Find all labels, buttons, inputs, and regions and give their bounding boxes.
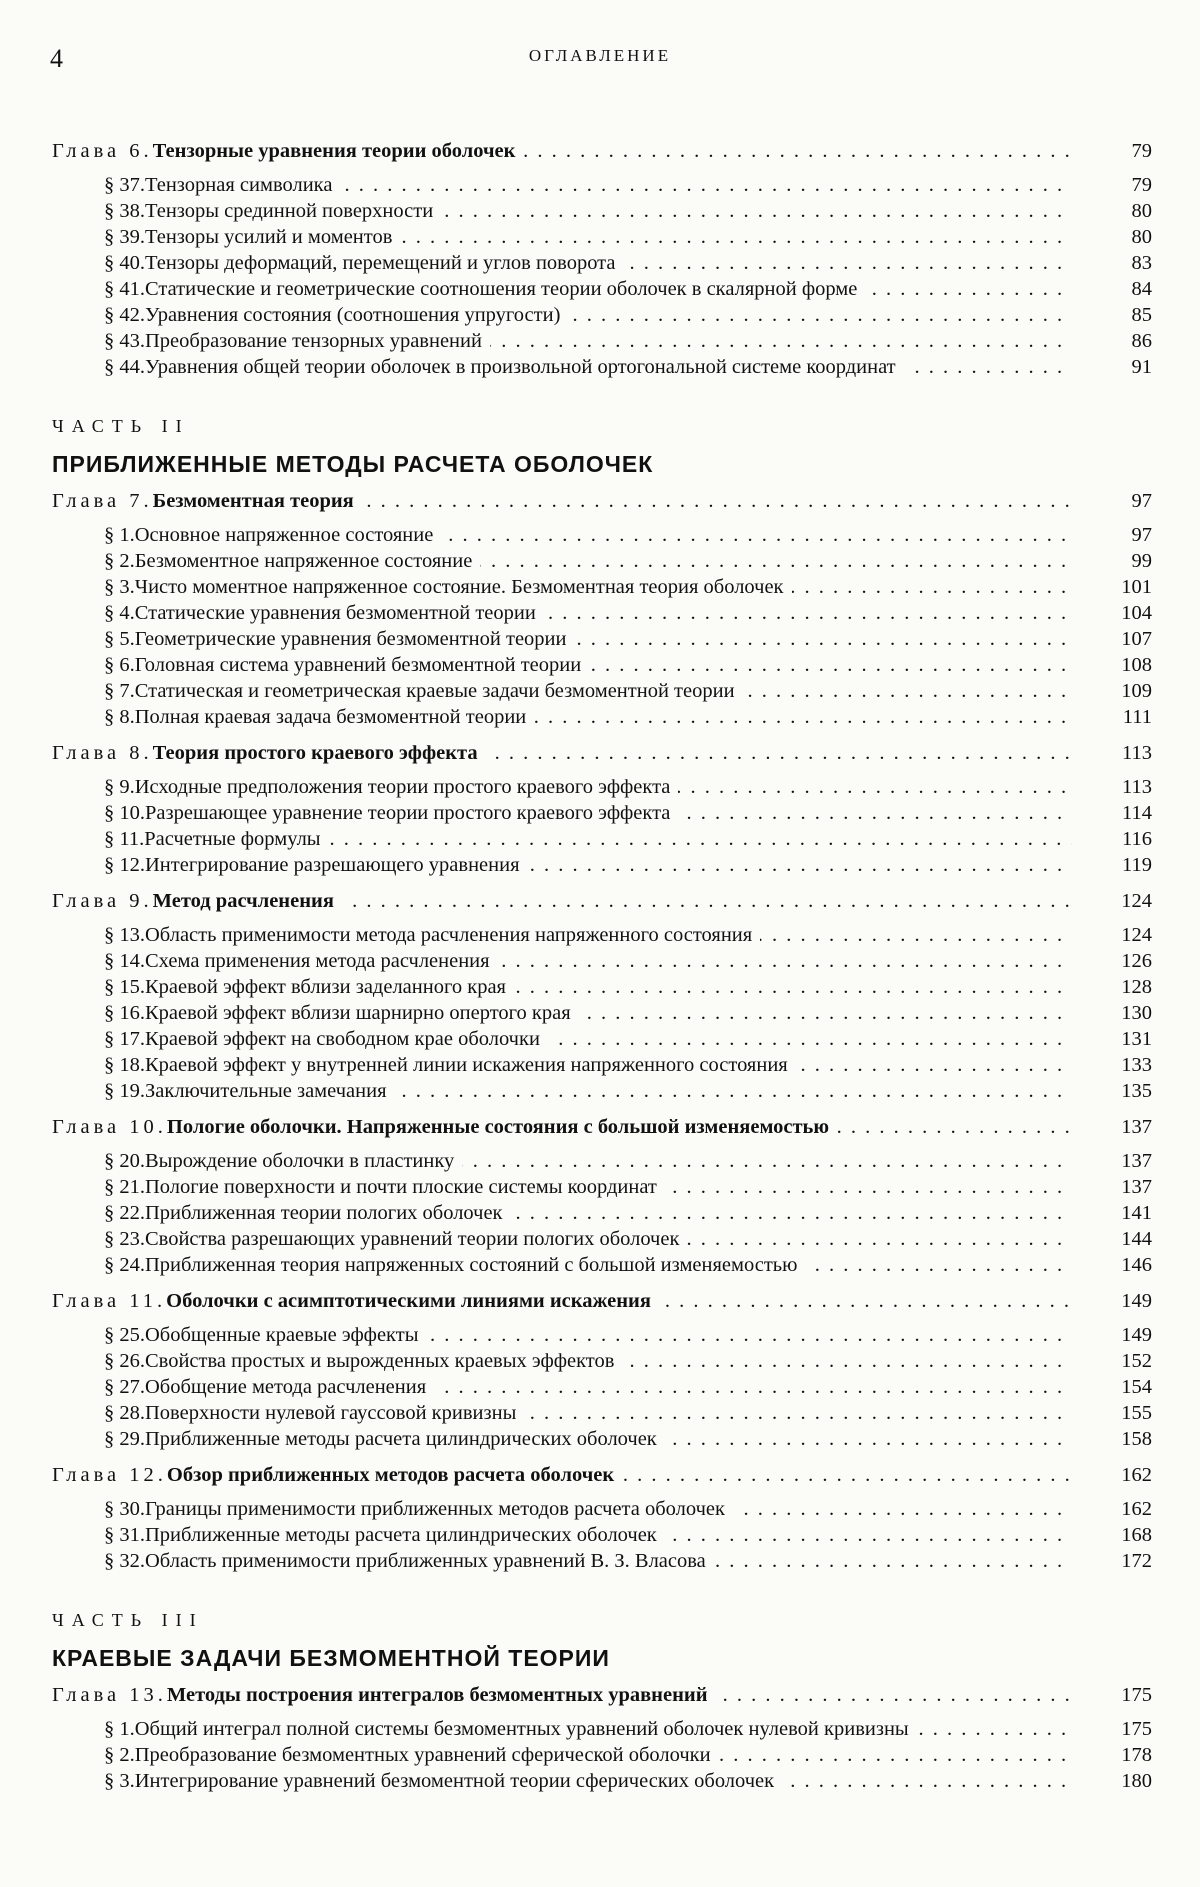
section-title: Общий интеграл полной системы безмоментных уравнений оболочек нулевой кривизны bbox=[135, 1718, 917, 1740]
page-ref: 107 bbox=[1121, 628, 1152, 650]
section-number: § 10. bbox=[104, 802, 145, 824]
section-entry[interactable] bbox=[52, 1322, 1152, 1348]
section-title: Полная краевая задача безмоментной теории bbox=[135, 706, 535, 728]
section-number: § 4. bbox=[104, 602, 135, 624]
chapter-title: Безмоментная теория bbox=[153, 490, 362, 512]
section-number: § 38. bbox=[104, 200, 145, 222]
section-entry[interactable] bbox=[52, 626, 1152, 652]
entry-title-with-leader bbox=[145, 1052, 1072, 1078]
section-entry[interactable] bbox=[52, 678, 1152, 704]
section-title: Тензоры усилий и моментов bbox=[145, 226, 400, 248]
page-ref: 172 bbox=[1121, 1550, 1152, 1572]
page-ref: 97 bbox=[1131, 490, 1152, 512]
section-entry[interactable] bbox=[52, 1026, 1152, 1052]
section-entry[interactable] bbox=[52, 548, 1152, 574]
section-number: § 3. bbox=[104, 1770, 135, 1792]
page-ref: 113 bbox=[1122, 776, 1152, 798]
section-title: Заключительные замечания bbox=[145, 1080, 395, 1102]
page-ref: 99 bbox=[1131, 550, 1152, 572]
chapter-title: Метод расчленения bbox=[153, 890, 342, 912]
section-entry[interactable] bbox=[52, 172, 1152, 198]
section-entry[interactable] bbox=[52, 1768, 1152, 1794]
section-title: Интегрирование уравнений безмоментной теории сферических оболочек bbox=[135, 1770, 782, 1792]
part-title: КРАЕВЫЕ ЗАДАЧИ БЕЗМОМЕНТНОЙ ТЕОРИИ bbox=[52, 1645, 610, 1671]
page-ref: 97 bbox=[1131, 524, 1152, 546]
entry-title-with-leader bbox=[153, 740, 1072, 766]
entry-title-with-leader bbox=[145, 800, 1072, 826]
section-entry[interactable] bbox=[52, 852, 1152, 878]
entry-title-with-leader bbox=[166, 1288, 1072, 1314]
section-title: Обобщенные краевые эффекты bbox=[145, 1324, 426, 1346]
chapter-number: Глава 8. bbox=[52, 742, 153, 764]
page-ref: 135 bbox=[1121, 1080, 1152, 1102]
section-number: § 15. bbox=[104, 976, 145, 998]
page-ref: 124 bbox=[1121, 924, 1152, 946]
section-entry[interactable] bbox=[52, 800, 1152, 826]
chapter-number: Глава 13. bbox=[52, 1684, 167, 1706]
entry-title-with-leader bbox=[153, 488, 1072, 514]
section-title: Разрешающее уравнение теории простого краевого эффекта bbox=[145, 802, 678, 824]
section-number: § 9. bbox=[104, 776, 135, 798]
entry-title-with-leader bbox=[145, 1522, 1072, 1548]
section-number: § 39. bbox=[104, 226, 145, 248]
entry-title-with-leader bbox=[145, 354, 1072, 380]
section-number: § 29. bbox=[104, 1428, 145, 1450]
entry-title-with-leader bbox=[145, 1000, 1072, 1026]
page-ref: 133 bbox=[1121, 1054, 1152, 1076]
section-entry[interactable] bbox=[52, 328, 1152, 354]
section-number: § 27. bbox=[104, 1376, 145, 1398]
section-title: Краевой эффект у внутренней линии искажения напряженного состояния bbox=[145, 1054, 796, 1076]
chapter-entry[interactable] bbox=[52, 1288, 1152, 1314]
section-title: Преобразование безмоментных уравнений сферической оболочки bbox=[135, 1744, 719, 1766]
page-ref: 162 bbox=[1121, 1498, 1152, 1520]
page-ref: 124 bbox=[1121, 890, 1152, 912]
section-entry[interactable] bbox=[52, 1426, 1152, 1452]
section-title: Основное напряженное состояние bbox=[135, 524, 442, 546]
part-label: ЧАСТЬ III bbox=[52, 1610, 204, 1630]
section-title: Уравнения общей теории оболочек в произвольной ортогональной системе координат bbox=[145, 356, 904, 378]
section-number: § 26. bbox=[104, 1350, 145, 1372]
page-ref: 168 bbox=[1121, 1524, 1152, 1546]
entry-title-with-leader bbox=[135, 1742, 1072, 1768]
entry-title-with-leader bbox=[135, 548, 1072, 574]
page-ref: 131 bbox=[1121, 1028, 1152, 1050]
entry-title-with-leader bbox=[145, 852, 1072, 878]
entry-title-with-leader bbox=[167, 1462, 1072, 1488]
entry-title-with-leader bbox=[135, 1768, 1072, 1794]
section-entry[interactable] bbox=[52, 1078, 1152, 1104]
section-entry[interactable] bbox=[52, 276, 1152, 302]
chapter-title: Обзор приближенных методов расчета оболочек bbox=[167, 1464, 622, 1486]
entry-title-with-leader bbox=[135, 626, 1072, 652]
page-ref: 126 bbox=[1121, 950, 1152, 972]
chapter-entry[interactable] bbox=[52, 488, 1152, 514]
section-number: § 16. bbox=[104, 1002, 145, 1024]
entry-title-with-leader bbox=[167, 1114, 1072, 1140]
section-number: § 20. bbox=[104, 1150, 145, 1172]
section-title: Свойства разрешающих уравнений теории пологих оболочек bbox=[145, 1228, 687, 1250]
section-entry[interactable] bbox=[52, 1742, 1152, 1768]
page-ref: 180 bbox=[1121, 1770, 1152, 1792]
section-entry[interactable] bbox=[52, 1716, 1152, 1742]
entry-title-with-leader bbox=[145, 250, 1072, 276]
section-entry[interactable] bbox=[52, 1374, 1152, 1400]
entry-title-with-leader bbox=[145, 1252, 1072, 1278]
section-entry[interactable] bbox=[52, 1148, 1152, 1174]
section-entry[interactable] bbox=[52, 224, 1152, 250]
chapter-entry[interactable] bbox=[52, 138, 1152, 164]
section-entry[interactable] bbox=[52, 1174, 1152, 1200]
section-entry[interactable] bbox=[52, 704, 1152, 730]
page-ref: 149 bbox=[1121, 1290, 1152, 1312]
chapter-number: Глава 9. bbox=[52, 890, 153, 912]
page-ref: 83 bbox=[1131, 252, 1152, 274]
page-ref: 80 bbox=[1131, 226, 1152, 248]
page-ref: 116 bbox=[1122, 828, 1152, 850]
entry-title-with-leader bbox=[135, 600, 1072, 626]
section-title: Приближенные методы расчета цилиндрических оболочек bbox=[145, 1428, 665, 1450]
section-entry[interactable] bbox=[52, 302, 1152, 328]
page-ref: 175 bbox=[1121, 1684, 1152, 1706]
entry-title-with-leader bbox=[153, 138, 1072, 164]
page-ref: 111 bbox=[1122, 706, 1152, 728]
section-entry[interactable] bbox=[52, 1522, 1152, 1548]
section-title: Краевой эффект на свободном крае оболочки bbox=[145, 1028, 548, 1050]
section-number: § 18. bbox=[104, 1054, 145, 1076]
section-number: § 13. bbox=[104, 924, 145, 946]
entry-title-with-leader bbox=[135, 678, 1072, 704]
page-ref: 86 bbox=[1131, 330, 1152, 352]
section-number: § 40. bbox=[104, 252, 145, 274]
section-entry[interactable] bbox=[52, 1400, 1152, 1426]
entry-title-with-leader bbox=[145, 1200, 1072, 1226]
section-number: § 41. bbox=[104, 278, 145, 300]
section-title: Уравнения состояния (соотношения упругости) bbox=[145, 304, 568, 326]
section-entry[interactable] bbox=[52, 1000, 1152, 1026]
section-number: § 1. bbox=[104, 524, 135, 546]
page-ref: 137 bbox=[1121, 1116, 1152, 1138]
entry-title-with-leader bbox=[145, 1148, 1072, 1174]
section-title: Преобразование тензорных уравнений bbox=[145, 330, 490, 352]
entry-title-with-leader bbox=[145, 1078, 1072, 1104]
page-ref: 91 bbox=[1131, 356, 1152, 378]
section-title: Статические и геометрические соотношения теории оболочек в скалярной форме bbox=[145, 278, 865, 300]
entry-title-with-leader bbox=[145, 224, 1072, 250]
chapter-entry[interactable] bbox=[52, 1114, 1152, 1140]
section-number: § 7. bbox=[104, 680, 135, 702]
section-entry[interactable] bbox=[52, 600, 1152, 626]
section-title: Область применимости приближенных уравнений В. З. Власова bbox=[145, 1550, 714, 1572]
entry-title-with-leader bbox=[145, 172, 1072, 198]
section-number: § 31. bbox=[104, 1524, 145, 1546]
entry-title-with-leader bbox=[145, 276, 1072, 302]
entry-title-with-leader bbox=[145, 1348, 1072, 1374]
entry-title-with-leader bbox=[144, 826, 1072, 852]
section-number: § 8. bbox=[104, 706, 135, 728]
section-title: Приближенная теории пологих оболочек bbox=[145, 1202, 511, 1224]
section-number: § 1. bbox=[104, 1718, 135, 1740]
page-ref: 85 bbox=[1131, 304, 1152, 326]
chapter-number: Глава 6. bbox=[52, 140, 153, 162]
chapter-number: Глава 11. bbox=[52, 1290, 167, 1312]
section-number: § 43. bbox=[104, 330, 145, 352]
entry-title-with-leader bbox=[135, 1716, 1072, 1742]
running-head: ОГЛАВЛЕНИЕ bbox=[528, 46, 672, 65]
page-ref: 137 bbox=[1121, 1150, 1152, 1172]
section-title: Статическая и геометрическая краевые задачи безмоментной теории bbox=[135, 680, 743, 702]
section-title: Статические уравнения безмоментной теории bbox=[135, 602, 544, 624]
entry-title-with-leader bbox=[145, 1496, 1072, 1522]
page-number: 4 bbox=[50, 44, 63, 73]
page-ref: 119 bbox=[1122, 854, 1152, 876]
page-ref: 108 bbox=[1121, 654, 1152, 676]
entry-title-with-leader bbox=[145, 1322, 1072, 1348]
section-number: § 11. bbox=[104, 828, 145, 850]
entry-title-with-leader bbox=[135, 652, 1072, 678]
section-title: Интегрирование разрешающего уравнения bbox=[145, 854, 528, 876]
page-ref: 152 bbox=[1121, 1350, 1152, 1372]
section-entry[interactable] bbox=[52, 1226, 1152, 1252]
section-entry[interactable] bbox=[52, 974, 1152, 1000]
chapter-title: Методы построения интегралов безмоментных уравнений bbox=[167, 1684, 716, 1706]
section-entry[interactable] bbox=[52, 250, 1152, 276]
page-ref: 104 bbox=[1121, 602, 1152, 624]
section-number: § 6. bbox=[104, 654, 135, 676]
section-number: § 19. bbox=[104, 1080, 145, 1102]
entry-title-with-leader bbox=[167, 1682, 1072, 1708]
section-entry[interactable] bbox=[52, 922, 1152, 948]
section-title: Тензоры деформаций, перемещений и углов поворота bbox=[145, 252, 624, 274]
page-ref: 114 bbox=[1122, 802, 1152, 824]
section-title: Безмоментное напряженное состояние bbox=[135, 550, 481, 572]
section-number: § 17. bbox=[104, 1028, 145, 1050]
section-number: § 12. bbox=[104, 854, 145, 876]
section-entry[interactable] bbox=[52, 948, 1152, 974]
section-title: Область применимости метода расчленения напряженного состояния bbox=[145, 924, 760, 946]
page-ref: 146 bbox=[1121, 1254, 1152, 1276]
chapter-title: Пологие оболочки. Напряженные состояния с большой изменяемостью bbox=[167, 1116, 837, 1138]
section-number: § 23. bbox=[104, 1228, 145, 1250]
section-entry[interactable] bbox=[52, 1348, 1152, 1374]
section-title: Головная система уравнений безмоментной теории bbox=[135, 654, 589, 676]
entry-title-with-leader bbox=[135, 774, 1072, 800]
page-ref: 158 bbox=[1121, 1428, 1152, 1450]
section-title: Схема применения метода расчленения bbox=[145, 950, 498, 972]
section-number: § 24. bbox=[104, 1254, 145, 1276]
page-ref: 162 bbox=[1121, 1464, 1152, 1486]
page-ref: 178 bbox=[1121, 1744, 1152, 1766]
page-ref: 155 bbox=[1121, 1402, 1152, 1424]
page-ref: 80 bbox=[1131, 200, 1152, 222]
section-number: § 30. bbox=[104, 1498, 145, 1520]
entry-title-with-leader bbox=[145, 922, 1072, 948]
part-label: ЧАСТЬ II bbox=[52, 416, 190, 436]
entry-title-with-leader bbox=[145, 1548, 1072, 1574]
page-ref: 84 bbox=[1131, 278, 1152, 300]
page-ref: 137 bbox=[1121, 1176, 1152, 1198]
section-number: § 37. bbox=[104, 174, 145, 196]
page-ref: 141 bbox=[1121, 1202, 1152, 1224]
entry-title-with-leader bbox=[145, 974, 1072, 1000]
entry-title-with-leader bbox=[153, 888, 1072, 914]
page-ref: 79 bbox=[1131, 140, 1152, 162]
section-number: § 3. bbox=[104, 576, 135, 598]
entry-title-with-leader bbox=[145, 1426, 1072, 1452]
section-title: Исходные предположения теории простого краевого эффекта bbox=[135, 776, 679, 798]
section-number: § 21. bbox=[104, 1176, 145, 1198]
chapter-number: Глава 7. bbox=[52, 490, 153, 512]
entry-title-with-leader bbox=[145, 328, 1072, 354]
page-ref: 101 bbox=[1121, 576, 1152, 598]
section-title: Обобщение метода расчленения bbox=[145, 1376, 434, 1398]
chapter-number: Глава 12. bbox=[52, 1464, 167, 1486]
entry-title-with-leader bbox=[145, 1374, 1072, 1400]
chapter-entry[interactable] bbox=[52, 888, 1152, 914]
entry-title-with-leader bbox=[145, 302, 1072, 328]
section-title: Границы применимости приближенных методов расчета оболочек bbox=[145, 1498, 733, 1520]
section-entry[interactable] bbox=[52, 522, 1152, 548]
section-number: § 14. bbox=[104, 950, 145, 972]
section-entry[interactable] bbox=[52, 826, 1152, 852]
section-title: Вырождение оболочки в пластинку bbox=[145, 1150, 462, 1172]
entry-title-with-leader bbox=[135, 704, 1072, 730]
chapter-title: Теория простого краевого эффекта bbox=[153, 742, 486, 764]
section-title: Приближенные методы расчета цилиндрических оболочек bbox=[145, 1524, 665, 1546]
section-number: § 22. bbox=[104, 1202, 145, 1224]
part-title: ПРИБЛИЖЕННЫЕ МЕТОДЫ РАСЧЕТА ОБОЛОЧЕК bbox=[52, 451, 654, 477]
chapter-number: Глава 10. bbox=[52, 1116, 167, 1138]
section-entry[interactable] bbox=[52, 1252, 1152, 1278]
entry-title-with-leader bbox=[145, 1226, 1072, 1252]
section-title: Чисто моментное напряженное состояние. Безмоментная теория оболочек bbox=[135, 576, 792, 598]
table-of-contents bbox=[52, 128, 1152, 1794]
section-number: § 5. bbox=[104, 628, 135, 650]
page-ref: 128 bbox=[1121, 976, 1152, 998]
section-number: § 2. bbox=[104, 1744, 135, 1766]
page-ref: 175 bbox=[1121, 1718, 1152, 1740]
section-number: § 44. bbox=[104, 356, 145, 378]
section-entry[interactable] bbox=[52, 1496, 1152, 1522]
chapter-title: Оболочки с асимптотическими линиями искажения bbox=[166, 1290, 659, 1312]
entry-title-with-leader bbox=[145, 1400, 1072, 1426]
section-title: Приближенная теория напряженных состояний с большой изменяемостью bbox=[145, 1254, 805, 1276]
chapter-entry[interactable] bbox=[52, 740, 1152, 766]
chapter-title: Тензорные уравнения теории оболочек bbox=[153, 140, 524, 162]
page-ref: 130 bbox=[1121, 1002, 1152, 1024]
page-ref: 113 bbox=[1122, 742, 1152, 764]
section-entry[interactable] bbox=[52, 574, 1152, 600]
section-number: § 32. bbox=[104, 1550, 145, 1572]
page-ref: 149 bbox=[1121, 1324, 1152, 1346]
section-title: Краевой эффект вблизи заделанного края bbox=[145, 976, 514, 998]
section-entry[interactable] bbox=[52, 1052, 1152, 1078]
chapter-entry[interactable] bbox=[52, 1462, 1152, 1488]
section-number: § 2. bbox=[104, 550, 135, 572]
section-entry[interactable] bbox=[52, 354, 1152, 380]
section-entry[interactable] bbox=[52, 774, 1152, 800]
entry-title-with-leader bbox=[145, 1026, 1072, 1052]
section-title: Свойства простых и вырожденных краевых эффектов bbox=[145, 1350, 622, 1372]
section-entry[interactable] bbox=[52, 1200, 1152, 1226]
page-ref: 79 bbox=[1131, 174, 1152, 196]
section-title: Тензорная символика bbox=[145, 174, 340, 196]
section-entry[interactable] bbox=[52, 198, 1152, 224]
section-number: § 25. bbox=[104, 1324, 145, 1346]
entry-title-with-leader bbox=[145, 948, 1072, 974]
section-entry[interactable] bbox=[52, 1548, 1152, 1574]
page-ref: 144 bbox=[1121, 1228, 1152, 1250]
page-ref: 109 bbox=[1121, 680, 1152, 702]
section-entry[interactable] bbox=[52, 652, 1152, 678]
page-ref: 154 bbox=[1121, 1376, 1152, 1398]
entry-title-with-leader bbox=[135, 522, 1072, 548]
entry-title-with-leader bbox=[145, 1174, 1072, 1200]
section-number: § 42. bbox=[104, 304, 145, 326]
section-number: § 28. bbox=[104, 1402, 145, 1424]
section-title: Расчетные формулы bbox=[144, 828, 328, 850]
section-title: Тензоры срединной поверхности bbox=[145, 200, 441, 222]
entry-title-with-leader bbox=[145, 198, 1072, 224]
entry-title-with-leader bbox=[135, 574, 1072, 600]
section-title: Пологие поверхности и почти плоские системы координат bbox=[145, 1176, 665, 1198]
chapter-entry[interactable] bbox=[52, 1682, 1152, 1708]
section-title: Краевой эффект вблизи шарнирно опертого края bbox=[145, 1002, 579, 1024]
section-title: Геометрические уравнения безмоментной теории bbox=[135, 628, 575, 650]
section-title: Поверхности нулевой гауссовой кривизны bbox=[145, 1402, 524, 1424]
